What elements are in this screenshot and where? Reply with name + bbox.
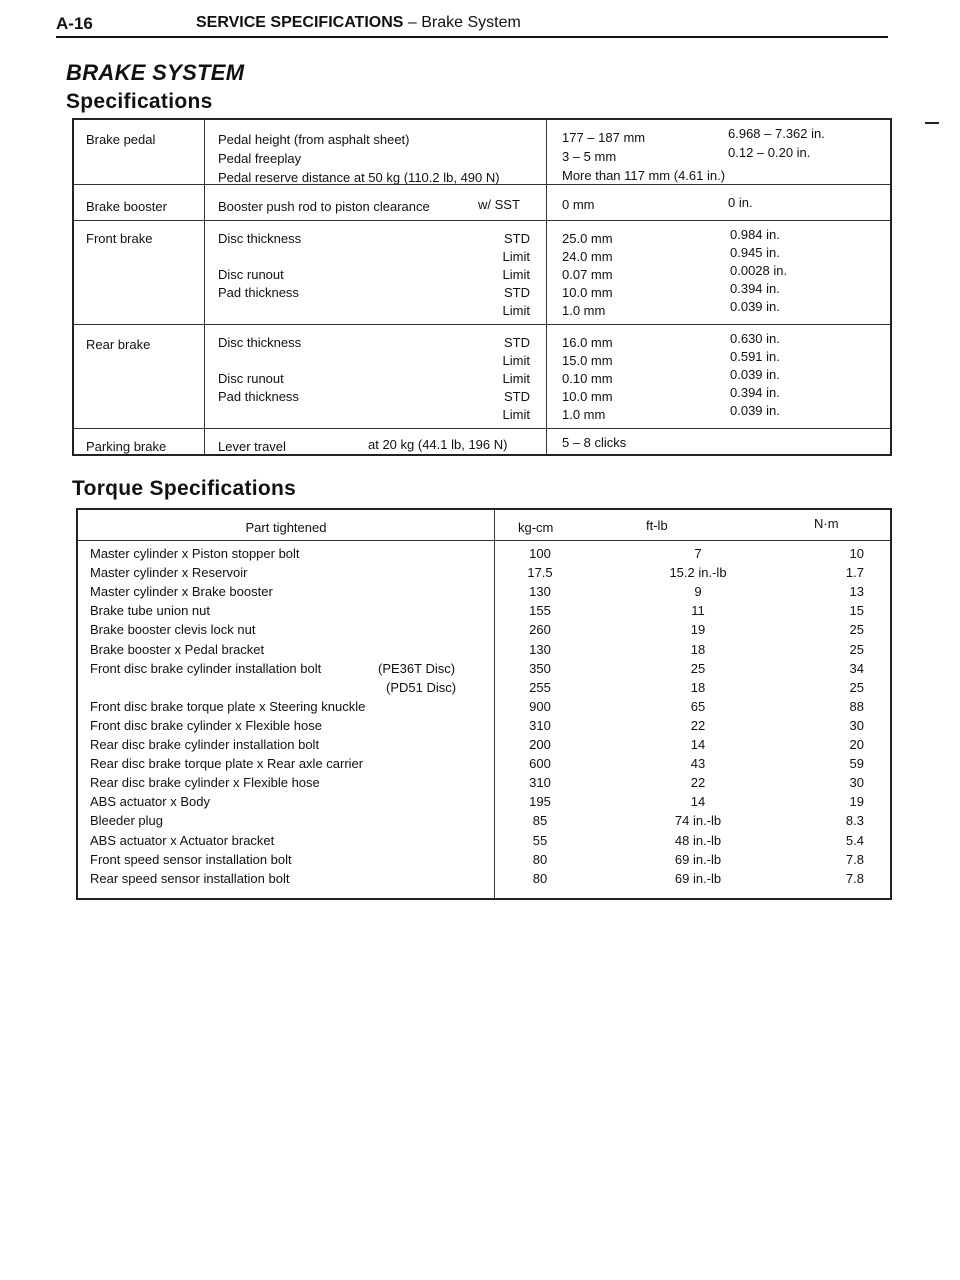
torque-ftlb-cell: 22 — [690, 717, 706, 733]
torque-ftlb-cell: 74 in.-lb — [674, 813, 722, 829]
torque-ftlb-cell: 14 — [690, 737, 706, 752]
spec-metric: 0 mm — [562, 197, 595, 212]
torque-variant-cell: (PE36T Disc) — [378, 660, 456, 676]
torque-part-cell: Bleeder plug — [90, 813, 163, 829]
spec-metric: 15.0 mm — [562, 353, 613, 368]
spec-qualifier: STD — [504, 285, 530, 300]
specifications-table — [72, 118, 892, 456]
spec-inch: 0.591 in. — [730, 349, 780, 364]
spec-qualifier: Limit — [502, 267, 530, 282]
spec-item: Lever travel — [218, 439, 286, 454]
torque-kgcm-cell: 600 — [529, 756, 551, 772]
spec-qualifier: Limit — [502, 353, 530, 368]
torque-heading: Torque Specifications — [72, 477, 297, 500]
torque-variant-cell: (PD51 Disc) — [386, 679, 457, 695]
torque-kgcm-cell: 260 — [529, 622, 551, 638]
torque-part-cell: Rear speed sensor installation bolt — [90, 870, 290, 886]
header-n-m: N·m — [814, 516, 839, 531]
torque-kgcm-cell: 130 — [529, 641, 551, 657]
torque-kgcm-cell: 80 — [532, 870, 548, 886]
header-kg-cm: kg-cm — [518, 520, 554, 535]
torque-part-cell: Master cylinder x Piston stopper bolt — [90, 546, 300, 561]
torque-kgcm-cell: 155 — [529, 603, 551, 619]
torque-table — [76, 508, 892, 900]
spec-item: Disc runout — [218, 371, 284, 386]
torque-nm-cell: 25 — [849, 622, 864, 638]
spec-metric: 10.0 mm — [562, 389, 613, 404]
torque-part-cell: ABS actuator x Actuator bracket — [90, 832, 275, 848]
spec-inch: 0.945 in. — [730, 245, 780, 260]
spec-metric: 10.0 mm — [562, 285, 613, 300]
spec-inch: 0.394 in. — [730, 281, 780, 296]
spec-qualifier: Limit — [502, 303, 530, 318]
torque-kgcm-cell: 195 — [529, 794, 551, 810]
torque-kgcm-cell: 130 — [529, 584, 551, 600]
torque-part-cell: Master cylinder x Brake booster — [90, 584, 273, 600]
torque-part-cell: Brake booster clevis lock nut — [90, 622, 256, 638]
spec-category: Brake pedal — [86, 132, 156, 147]
torque-kgcm-cell: 85 — [532, 813, 548, 829]
torque-part-cell: Master cylinder x Reservoir — [90, 565, 248, 581]
specifications-heading: Specifications — [66, 90, 213, 113]
spec-category: Parking brake — [86, 439, 167, 454]
spec-inch: 0.984 in. — [730, 227, 780, 242]
spec-qualifier: STD — [504, 389, 530, 404]
torque-ftlb-cell: 25 — [690, 660, 706, 676]
torque-kgcm-cell: 310 — [529, 775, 551, 791]
spec-item: Disc runout — [218, 267, 284, 282]
torque-ftlb-cell: 43 — [690, 756, 706, 772]
spec-inch: 0.039 in. — [730, 367, 780, 382]
torque-ftlb-cell: 65 — [690, 698, 706, 714]
torque-nm-cell: 7.8 — [845, 851, 864, 867]
torque-kgcm-cell: 200 — [529, 737, 551, 752]
spec-item: Booster push rod to piston clearance — [218, 199, 430, 214]
header-ft-lb: ft-lb — [646, 518, 668, 533]
torque-nm-cell: 1.7 — [845, 565, 864, 581]
torque-ftlb-cell: 69 in.-lb — [674, 851, 722, 867]
torque-part-cell: Rear disc brake torque plate x Rear axle carrier — [90, 756, 364, 772]
spec-note: w/ SST — [478, 197, 520, 212]
torque-nm-cell: 30 — [849, 775, 864, 791]
torque-nm-cell: 10 — [849, 546, 864, 561]
spec-inch: 0.039 in. — [730, 299, 780, 314]
spec-item: Pedal reserve distance at 50 kg (110.2 lb, 490 N) — [218, 170, 500, 185]
spec-category: Front brake — [86, 231, 153, 246]
torque-ftlb-cell: 9 — [694, 584, 702, 600]
torque-ftlb-cell: 48 in.-lb — [674, 832, 722, 848]
torque-nm-cell: 5.4 — [845, 832, 864, 848]
torque-kgcm-cell: 255 — [529, 679, 551, 695]
page-title: SERVICE SPECIFICATIONS – Brake System — [196, 14, 521, 31]
torque-kgcm-cell: 17.5 — [527, 565, 553, 581]
torque-nm-cell: 34 — [849, 660, 864, 676]
torque-ftlb-cell: 15.2 in.-lb — [669, 565, 727, 581]
torque-ftlb-cell: 69 in.-lb — [674, 870, 722, 886]
spec-item: Disc thickness — [218, 231, 302, 246]
torque-kgcm-cell: 310 — [529, 717, 551, 733]
torque-nm-cell: 8.3 — [845, 813, 864, 829]
torque-nm-cell: 30 — [849, 717, 864, 733]
spec-metric: 1.0 mm — [562, 303, 606, 318]
torque-part-cell: ABS actuator x Body — [90, 794, 210, 810]
torque-ftlb-cell: 14 — [690, 794, 706, 810]
spec-qualifier: STD — [504, 335, 530, 350]
spec-metric: 24.0 mm — [562, 249, 613, 264]
spec-item: Pedal height (from asphalt sheet) — [218, 132, 410, 147]
spec-item: Pad thickness — [218, 285, 299, 300]
torque-nm-cell: 19 — [849, 794, 864, 810]
torque-ftlb-cell: 11 — [691, 603, 705, 619]
torque-ftlb-cell: 18 — [690, 679, 706, 695]
torque-part-cell: Brake booster x Pedal bracket — [90, 641, 265, 657]
torque-part-cell: Front disc brake cylinder installation bolt — [90, 660, 322, 676]
margin-mark — [925, 122, 939, 124]
torque-kgcm-cell: 55 — [532, 832, 548, 848]
spec-metric: 0.10 mm — [562, 371, 613, 386]
spec-inch: 0.630 in. — [730, 331, 780, 346]
torque-kgcm-cell: 80 — [532, 851, 548, 867]
spec-qualifier: Limit — [502, 249, 530, 264]
page-number: A-16 — [56, 14, 93, 33]
torque-nm-cell: 25 — [849, 679, 864, 695]
spec-category: Brake booster — [86, 199, 167, 214]
spec-row-front-brake — [74, 220, 890, 325]
torque-ftlb-cell: 19 — [690, 622, 706, 638]
spec-metric: 3 – 5 mm — [562, 149, 617, 164]
spec-item: Pad thickness — [218, 389, 299, 404]
spec-note: at 20 kg (44.1 lb, 196 N) — [368, 437, 508, 452]
spec-row-brake-pedal — [74, 120, 890, 184]
torque-ftlb-cell: 7 — [694, 546, 702, 561]
torque-nm-cell: 15 — [849, 603, 864, 619]
torque-part-cell: Brake tube union nut — [90, 603, 210, 619]
spec-value: 5 – 8 clicks — [562, 435, 627, 450]
spec-inch: 0.394 in. — [730, 385, 780, 400]
torque-header-row — [78, 510, 890, 541]
torque-ftlb-cell: 22 — [690, 775, 706, 791]
spec-inch: 0.0028 in. — [730, 263, 788, 278]
torque-nm-cell: 13 — [849, 584, 864, 600]
spec-inch: 0.039 in. — [730, 403, 780, 418]
spec-inch: 6.968 – 7.362 in. — [728, 126, 825, 141]
spec-metric: 16.0 mm — [562, 335, 613, 350]
spec-metric: 0.07 mm — [562, 267, 613, 282]
spec-inch: 0 in. — [728, 195, 753, 210]
torque-kgcm-cell: 350 — [529, 660, 551, 676]
section-title: BRAKE SYSTEM — [66, 60, 245, 85]
torque-part-cell: Front speed sensor installation bolt — [90, 851, 292, 867]
spec-inch: 0.12 – 0.20 in. — [728, 145, 811, 160]
spec-qualifier: Limit — [502, 371, 530, 386]
spec-row-parking-brake — [74, 428, 890, 457]
spec-row-rear-brake — [74, 324, 890, 429]
spec-metric: 177 – 187 mm — [562, 130, 646, 145]
torque-kgcm-cell: 900 — [529, 698, 551, 714]
torque-part-cell: Rear disc brake cylinder x Flexible hose — [90, 775, 320, 791]
torque-nm-cell: 20 — [849, 737, 864, 752]
torque-part-cell: Rear disc brake cylinder installation bolt — [90, 737, 320, 752]
torque-nm-cell: 59 — [849, 756, 864, 772]
header-part-tightened: Part tightened — [245, 520, 327, 535]
torque-part-cell: Front disc brake torque plate x Steering knuckle — [90, 698, 366, 714]
spec-item: Disc thickness — [218, 335, 302, 350]
spec-metric: More than 117 mm (4.61 in.) — [562, 168, 726, 183]
spec-metric: 1.0 mm — [562, 407, 606, 422]
torque-ftlb-cell: 18 — [690, 641, 706, 657]
torque-kgcm-cell: 100 — [529, 546, 551, 561]
torque-nm-cell: 25 — [849, 641, 864, 657]
spec-category: Rear brake — [86, 337, 151, 352]
torque-nm-cell: 88 — [849, 698, 864, 714]
spec-qualifier: Limit — [502, 407, 530, 422]
torque-nm-cell: 7.8 — [845, 870, 864, 886]
spec-item: Pedal freeplay — [218, 151, 302, 166]
column-divider — [494, 510, 495, 898]
page-header — [56, 10, 888, 38]
spec-row-brake-booster — [74, 184, 890, 215]
spec-metric: 25.0 mm — [562, 231, 613, 246]
torque-part-cell: Front disc brake cylinder x Flexible hose — [90, 717, 322, 733]
spec-qualifier: STD — [504, 231, 530, 246]
